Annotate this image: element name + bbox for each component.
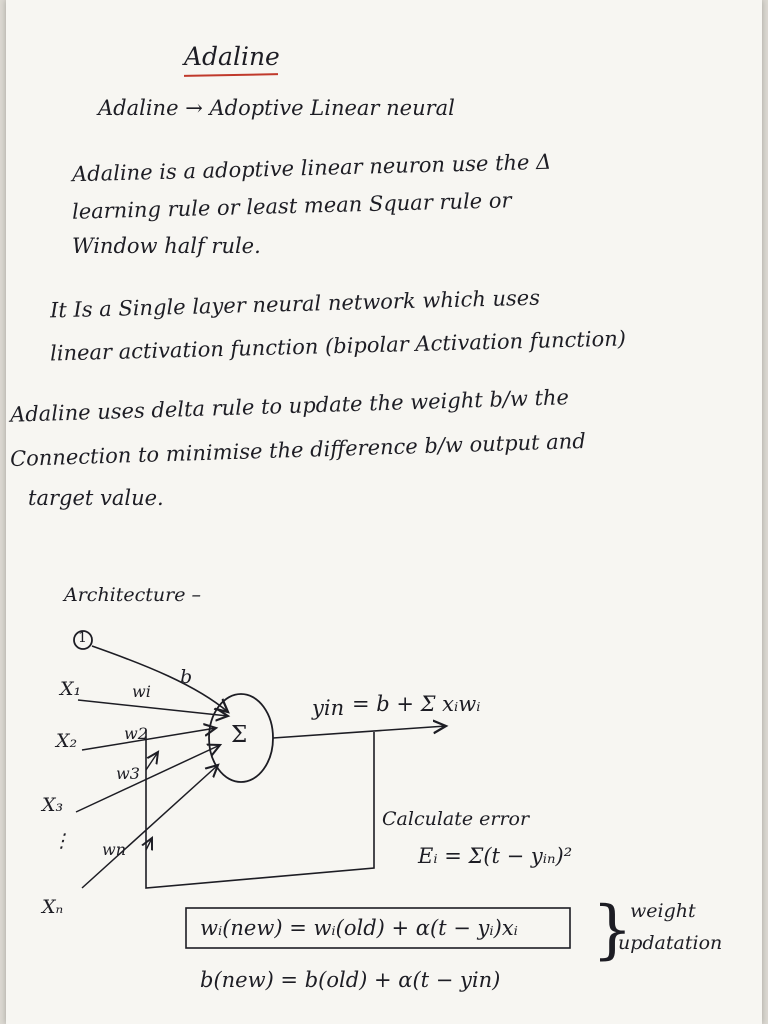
bias-label: b	[180, 666, 193, 688]
network-desc-line-1: It Is a Single layer neural network which uses	[49, 285, 541, 323]
feedback-loop	[146, 730, 374, 888]
network-desc-line-2: linear activation function (bipolar Activation function)	[49, 326, 627, 366]
yin-formula: = b + Σ xᵢwᵢ	[352, 692, 481, 716]
yin-label: yin	[312, 696, 345, 720]
input-line-1	[78, 700, 228, 716]
bias-node-label: 1	[78, 630, 87, 646]
page-title: Adaline	[184, 42, 280, 71]
input-label-xn: Xₙ	[42, 896, 64, 918]
delta-desc-line-3: target value.	[28, 486, 164, 510]
adaline-architecture-diagram	[6, 0, 762, 1024]
delta-desc-line-2: Connection to minimise the difference b/w output and	[9, 428, 587, 472]
weight-label-w2: w2	[124, 724, 148, 743]
input-line-2	[82, 724, 216, 750]
input-label-x3: X₃	[42, 794, 64, 816]
bias-connection	[92, 646, 228, 712]
error-formula: Eᵢ = Σ(t − yᵢₙ)²	[418, 844, 573, 868]
notebook-page	[6, 0, 762, 1024]
update-note-line-2: updatation	[618, 932, 723, 954]
bias-update-rule: b(new) = b(old) + α(t − yin)	[200, 968, 501, 992]
delta-desc-line-1: Adaline uses delta rule to update the weight b/w the	[9, 385, 570, 427]
definition-line-1: Adaline is a adoptive linear neuron use the Δ	[71, 149, 552, 187]
summation-symbol: Σ	[231, 722, 248, 748]
weight-label-wn: wn	[102, 840, 126, 859]
definition-line-3: Window half rule.	[72, 234, 261, 258]
weight-update-rule: wᵢ(new) = wᵢ(old) + α(t − yᵢ)xᵢ	[200, 916, 518, 940]
input-line-n	[82, 765, 218, 888]
input-label-x1: X₁	[60, 678, 82, 700]
weight-label-wi: wi	[132, 682, 151, 701]
architecture-heading: Architecture –	[64, 584, 202, 606]
output-line	[273, 726, 446, 738]
update-brace: }	[592, 893, 633, 967]
input-label-x2: X₂	[56, 730, 78, 752]
input-line-3	[76, 745, 220, 812]
subtitle-line: Adaline → Adoptive Linear neural	[98, 96, 455, 120]
update-note-line-1: weight	[630, 900, 696, 922]
definition-line-2: learning rule or least mean Squar rule or	[71, 188, 512, 224]
weight-label-w3: w3	[116, 764, 140, 783]
input-dots: ⋮	[52, 830, 71, 852]
error-heading: Calculate error	[382, 808, 530, 830]
